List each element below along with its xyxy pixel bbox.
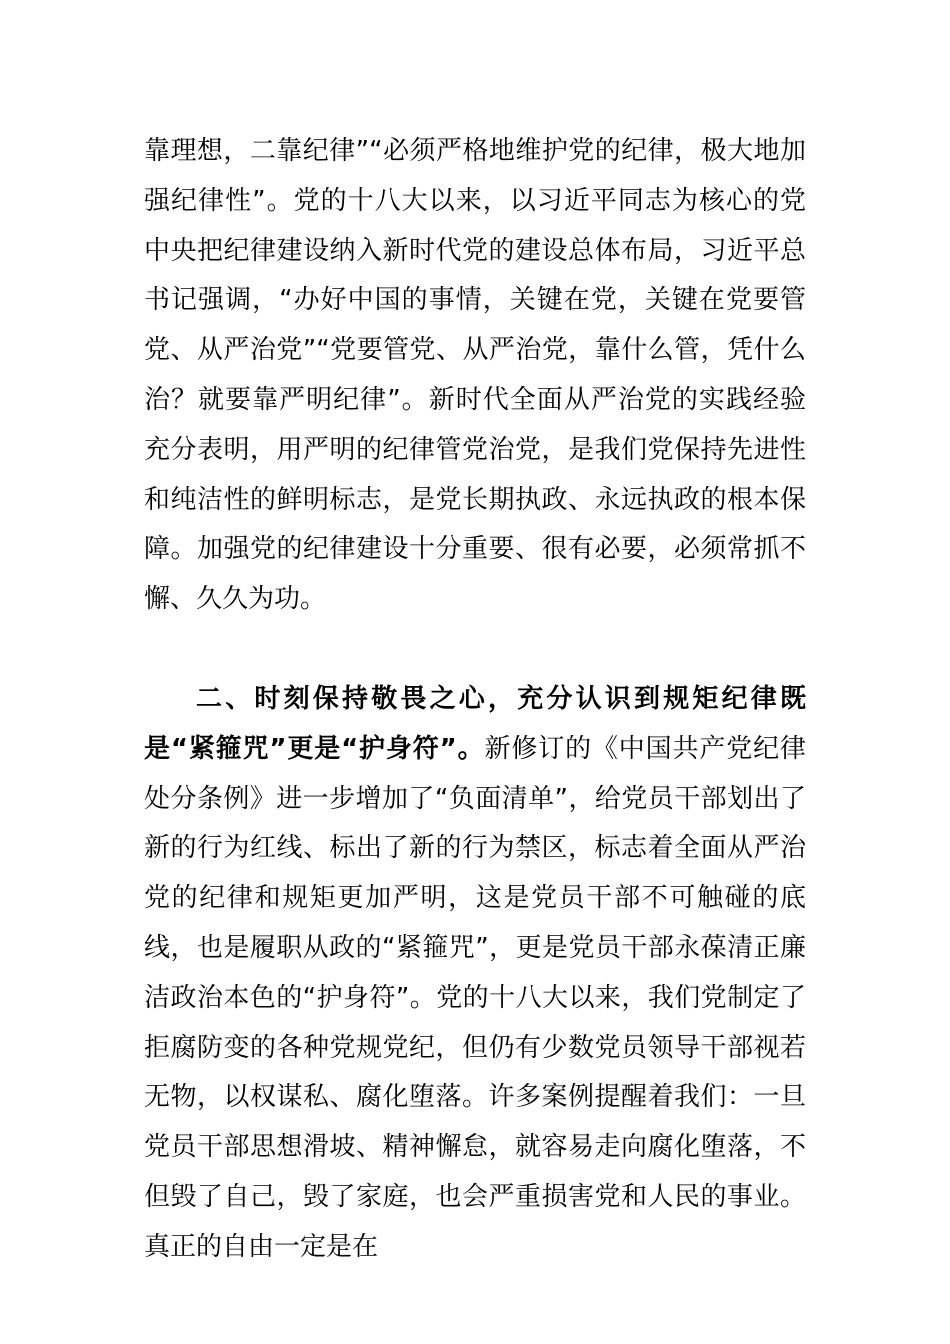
paragraph-discipline-importance: 靠理想，二靠纪律”“必须严格地维护党的纪律，极大地加强纪律性”。党的十八大以来，以习近平同志为核心的党中央把纪律建设纳入新时代党的建设总体布局，习近平总书记强调，“办好中国的事情，关键在党，关键在党要管党、从严治党”“党要管党、从严治党，靠什么管，凭什么治？就要靠严明纪律”。新时代全面从严治党的实践经验充分表明，用严明的纪律管党治党，是我们党保持先进性和纯洁性的鲜明标志，是党长期执政、永远执政的根本保障。加强党的纪律建设十分重要、很有必要，必须常抓不懈、久久为功。 bbox=[144, 136, 806, 615]
section-two-heading: 二、时刻保持敬畏之心，充分认识到规矩纪律既是“紧箍咒”更是“护身符”。 bbox=[144, 683, 806, 764]
paragraph-section-two bbox=[144, 675, 806, 1273]
document-body bbox=[144, 127, 806, 1273]
section-two-body: 新修订的《中国共产党纪律处分条例》进一步增加了“负面清单”，给党员干部划出了新的行为红线、标出了新的行为禁区，标志着全面从严治党的纪律和规矩更加严明，这是党员干部不可触碰的底线，也是履职从政的“紧箍咒”，更是党员干部永葆清正廉洁政治本色的“护身符”。党的十八大以来，我们党制定了拒腐防变的各种党规党纪，但仍有少数党员领导干部视若无物，以权谋私、腐化堕落。许多案例提醒着我们：一旦党员干部思想滑坡、精神懈怠，就容易走向腐化堕落，不但毁了自己，毁了家庭，也会严重损害党和人民的事业。真正的自由一定是在 bbox=[144, 733, 806, 1262]
